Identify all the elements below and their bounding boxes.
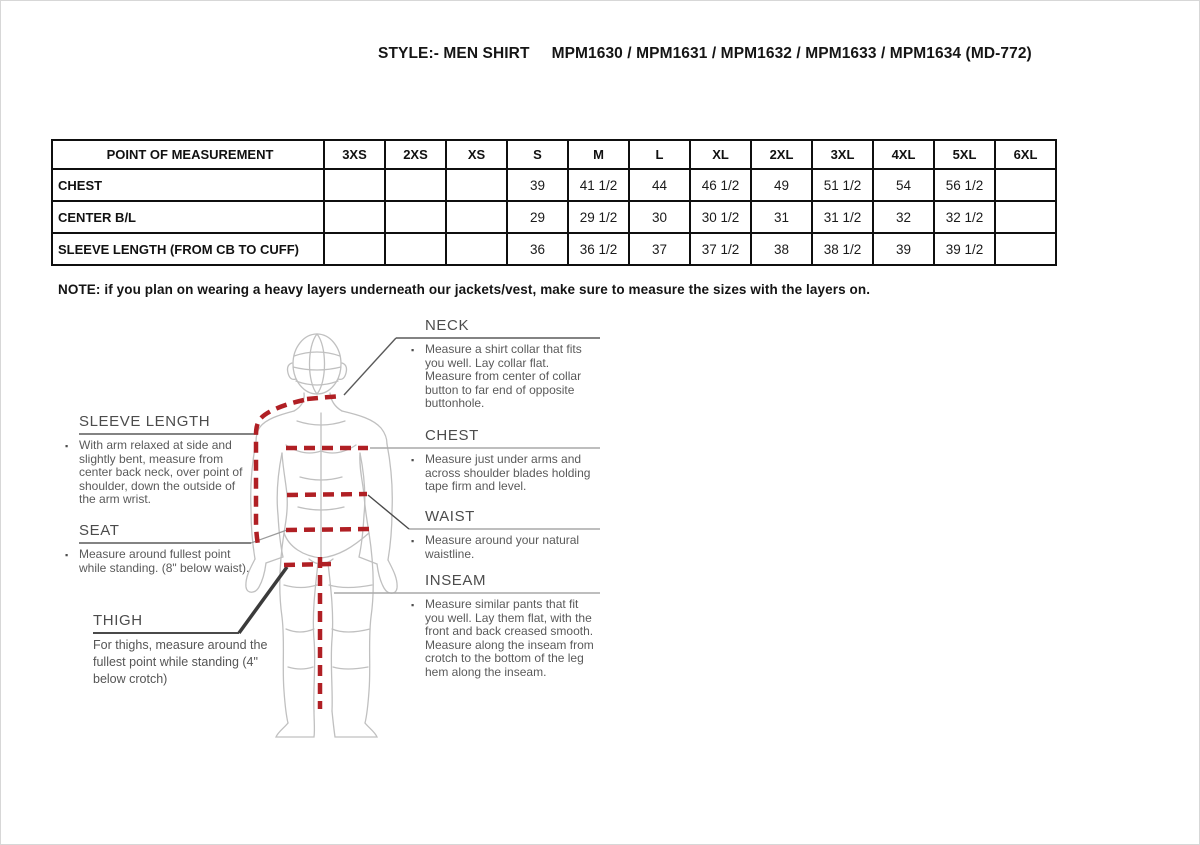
cell-value: 38 bbox=[751, 233, 812, 265]
cell-value: 29 bbox=[507, 201, 568, 233]
sleeve-measure-line bbox=[256, 400, 304, 545]
neck-measure-line bbox=[307, 396, 341, 399]
header-size-3xl: 3XL bbox=[812, 140, 873, 169]
sleeve-length-instructions: With arm relaxed at side and slightly bent, measure from center back neck, over point of shoulder, down the outside of the arm wrist. bbox=[79, 438, 243, 507]
header-size-s: S bbox=[507, 140, 568, 169]
cell-value: 37 bbox=[629, 233, 690, 265]
cell-value bbox=[324, 169, 385, 201]
row-label: CENTER B/L bbox=[52, 201, 324, 233]
table-row-chest bbox=[52, 169, 1056, 201]
cell-value: 41 1/2 bbox=[568, 169, 629, 201]
cell-value: 38 1/2 bbox=[812, 233, 873, 265]
thigh-instructions: For thighs, measure around the fullest point while standing (4" below crotch) bbox=[93, 638, 268, 686]
guide-section-waist bbox=[411, 508, 597, 561]
cell-value bbox=[385, 169, 446, 201]
table-header-row bbox=[52, 140, 1056, 169]
row-label: CHEST bbox=[52, 169, 324, 201]
header-size-xs: XS bbox=[446, 140, 507, 169]
cell-value bbox=[385, 201, 446, 233]
bullet-icon: ▪ bbox=[411, 536, 415, 546]
header-size-2xs: 2XS bbox=[385, 140, 446, 169]
waist-measure-line bbox=[287, 494, 367, 495]
bullet-icon: ▪ bbox=[65, 550, 69, 560]
guide-section-chest bbox=[411, 427, 597, 494]
cell-value: 30 bbox=[629, 201, 690, 233]
row-label: SLEEVE LENGTH (FROM CB TO CUFF) bbox=[52, 233, 324, 265]
cell-value: 31 1/2 bbox=[812, 201, 873, 233]
header-point-of-measurement: POINT OF MEASUREMENT bbox=[52, 140, 324, 169]
cell-value: 51 1/2 bbox=[812, 169, 873, 201]
waist-instructions: Measure around your natural waistline. bbox=[425, 533, 580, 561]
cell-value: 32 bbox=[873, 201, 934, 233]
note-text: NOTE: if you plan on wearing a heavy layers underneath our jackets/vest, make sure to measure the sizes with the layers on. bbox=[58, 282, 871, 297]
cell-value bbox=[324, 233, 385, 265]
cell-value: 36 1/2 bbox=[568, 233, 629, 265]
thigh-heading: THIGH bbox=[93, 612, 143, 629]
cell-value bbox=[446, 169, 507, 201]
table-row-sleeve-length bbox=[52, 233, 1056, 265]
neck-heading: NECK bbox=[425, 317, 470, 334]
guide-section-thigh bbox=[93, 612, 273, 688]
cell-value: 39 bbox=[507, 169, 568, 201]
seat-instructions: Measure around fullest point while standing. (8" below waist). bbox=[79, 547, 250, 575]
cell-value bbox=[385, 233, 446, 265]
waist-leader-line bbox=[368, 495, 409, 529]
neck-instructions: Measure a shirt collar that fits you well. Lay collar flat. Measure from center of collar button to far end of opposite buttonhole. bbox=[425, 342, 582, 411]
cell-value: 46 1/2 bbox=[690, 169, 751, 201]
header-size-xl: XL bbox=[690, 140, 751, 169]
cell-value: 44 bbox=[629, 169, 690, 201]
thigh-measure-line bbox=[284, 564, 332, 565]
cell-value: 54 bbox=[873, 169, 934, 201]
cell-value bbox=[446, 201, 507, 233]
size-table bbox=[51, 139, 1057, 266]
bullet-icon: ▪ bbox=[411, 345, 415, 355]
guide-section-inseam bbox=[411, 572, 597, 680]
bullet-icon: ▪ bbox=[411, 600, 415, 610]
guide-section-neck bbox=[411, 317, 597, 411]
bullet-icon: ▪ bbox=[411, 455, 415, 465]
measurement-lines bbox=[256, 396, 370, 709]
guide-section-seat bbox=[65, 522, 251, 575]
chest-instructions: Measure just under arms and across shoulder blades holding tape firm and level. bbox=[425, 452, 591, 494]
cell-value bbox=[446, 233, 507, 265]
inseam-instructions: Measure similar pants that fit you well. Lay them flat, with the front and back creased smooth. Measure along the inseam from crotch to the bottom of the leg hem along the inseam. bbox=[425, 597, 594, 679]
cell-value: 37 1/2 bbox=[690, 233, 751, 265]
chest-heading: CHEST bbox=[425, 427, 479, 444]
header-size-6xl: 6XL bbox=[995, 140, 1056, 169]
page-title: STYLE:- MEN SHIRT MPM1630 / MPM1631 / MPM1632 / MPM1633 / MPM1634 (MD-772) bbox=[378, 45, 1032, 62]
cell-value: 31 bbox=[751, 201, 812, 233]
cell-value: 49 bbox=[751, 169, 812, 201]
header-size-2xl: 2XL bbox=[751, 140, 812, 169]
cell-value bbox=[995, 169, 1056, 201]
cell-value: 29 1/2 bbox=[568, 201, 629, 233]
inseam-heading: INSEAM bbox=[425, 572, 487, 589]
cell-value: 39 1/2 bbox=[934, 233, 995, 265]
header-size-4xl: 4XL bbox=[873, 140, 934, 169]
cell-value: 30 1/2 bbox=[690, 201, 751, 233]
cell-value bbox=[324, 201, 385, 233]
guide-section-sleeve-length bbox=[65, 413, 251, 507]
header-size-l: L bbox=[629, 140, 690, 169]
cell-value: 32 1/2 bbox=[934, 201, 995, 233]
cell-value: 39 bbox=[873, 233, 934, 265]
neck-leader-line bbox=[344, 338, 396, 395]
cell-value: 56 1/2 bbox=[934, 169, 995, 201]
cell-value bbox=[995, 201, 1056, 233]
sleeve-length-heading: SLEEVE LENGTH bbox=[79, 413, 211, 430]
cell-value bbox=[995, 233, 1056, 265]
cell-value: 36 bbox=[507, 233, 568, 265]
seat-measure-line bbox=[286, 529, 370, 530]
table-row-center-bl bbox=[52, 201, 1056, 233]
header-size-3xs: 3XS bbox=[324, 140, 385, 169]
seat-heading: SEAT bbox=[79, 522, 120, 539]
header-size-5xl: 5XL bbox=[934, 140, 995, 169]
waist-heading: WAIST bbox=[425, 508, 475, 525]
bullet-icon: ▪ bbox=[65, 441, 69, 451]
header-size-m: M bbox=[568, 140, 629, 169]
